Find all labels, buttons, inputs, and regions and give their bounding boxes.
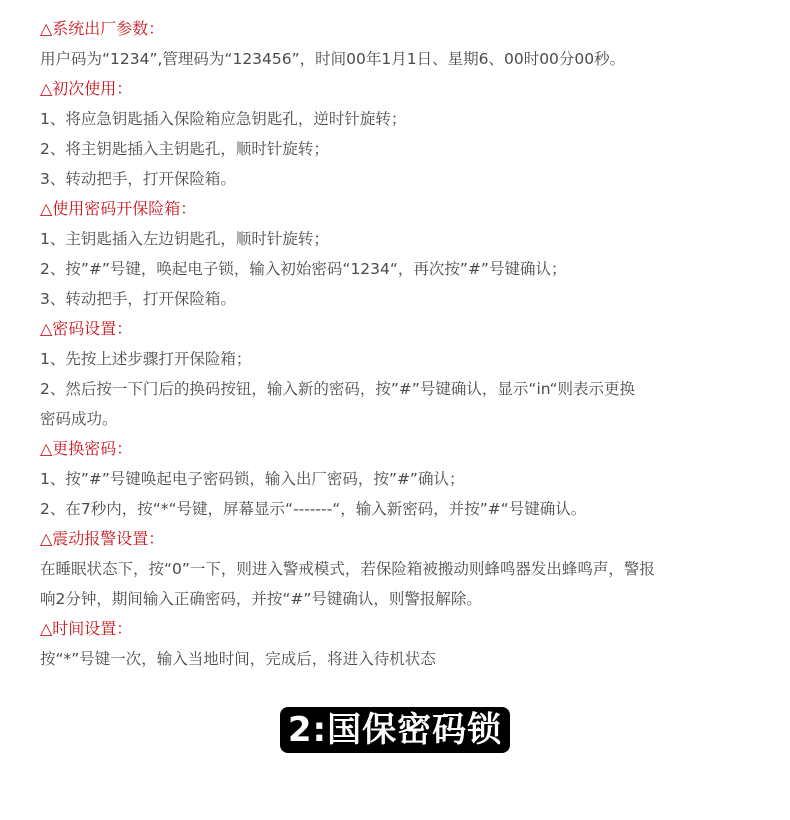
vibration-alarm-line-2: 响2分钟，期间输入正确密码，并按“#”号键确认，则警报解除。 bbox=[40, 590, 482, 608]
section-heading-first-use: △初次使用： bbox=[40, 79, 133, 98]
product-banner: 2:国保密码锁 bbox=[280, 707, 510, 753]
section-heading-open-with-password: △使用密码开保险箱： bbox=[40, 199, 197, 218]
change-password-step-1: 1、按”#”号键唤起电子密码锁，输入出厂密码，按”#”确认； bbox=[40, 470, 465, 488]
section-heading-factory-params: △系统出厂参数： bbox=[40, 19, 165, 38]
vibration-alarm-line-1: 在睡眠状态下，按“0”一下，则进入警戒模式，若保险箱被搬动则蜂鸣器发出蜂鸣声，警报 bbox=[40, 560, 655, 578]
instruction-document bbox=[40, 14, 775, 674]
password-setup-step-1: 1、先按上述步骤打开保险箱； bbox=[40, 350, 252, 368]
open-with-password-step-1: 1、主钥匙插入左边钥匙孔，顺时针旋转； bbox=[40, 230, 329, 248]
first-use-step-1: 1、将应急钥匙插入保险箱应急钥匙孔，逆时针旋转； bbox=[40, 110, 407, 128]
factory-params-line: 用户码为“1234”,管理码为“123456”，时间00年1月1日、星期6、00时00分00秒。 bbox=[40, 50, 626, 68]
open-with-password-step-3: 3、转动把手，打开保险箱。 bbox=[40, 290, 236, 308]
change-password-step-2: 2、在7秒内，按“*“号键，屏幕显示“-------“，输入新密码，并按”#“号键确认。 bbox=[40, 500, 587, 518]
banner-container bbox=[0, 707, 790, 753]
first-use-step-3: 3、转动把手，打开保险箱。 bbox=[40, 170, 236, 188]
section-heading-password-setup: △密码设置： bbox=[40, 319, 133, 338]
password-setup-step-2: 2、然后按一下门后的换码按钮，输入新的密码，按”#”号键确认，显示“in“则表示更换 bbox=[40, 380, 635, 398]
first-use-step-2: 2、将主钥匙插入主钥匙孔，顺时针旋转； bbox=[40, 140, 329, 158]
section-heading-vibration-alarm: △震动报警设置： bbox=[40, 529, 165, 548]
section-heading-time-setup: △时间设置： bbox=[40, 619, 133, 638]
password-setup-step-2-cont: 密码成功。 bbox=[40, 410, 118, 428]
time-setup-line: 按“*”号键一次，输入当地时间，完成后，将进入待机状态 bbox=[40, 650, 436, 668]
open-with-password-step-2: 2、按”#”号键，唤起电子锁，输入初始密码“1234“，再次按”#”号键确认； bbox=[40, 260, 567, 278]
section-heading-change-password: △更换密码： bbox=[40, 439, 133, 458]
